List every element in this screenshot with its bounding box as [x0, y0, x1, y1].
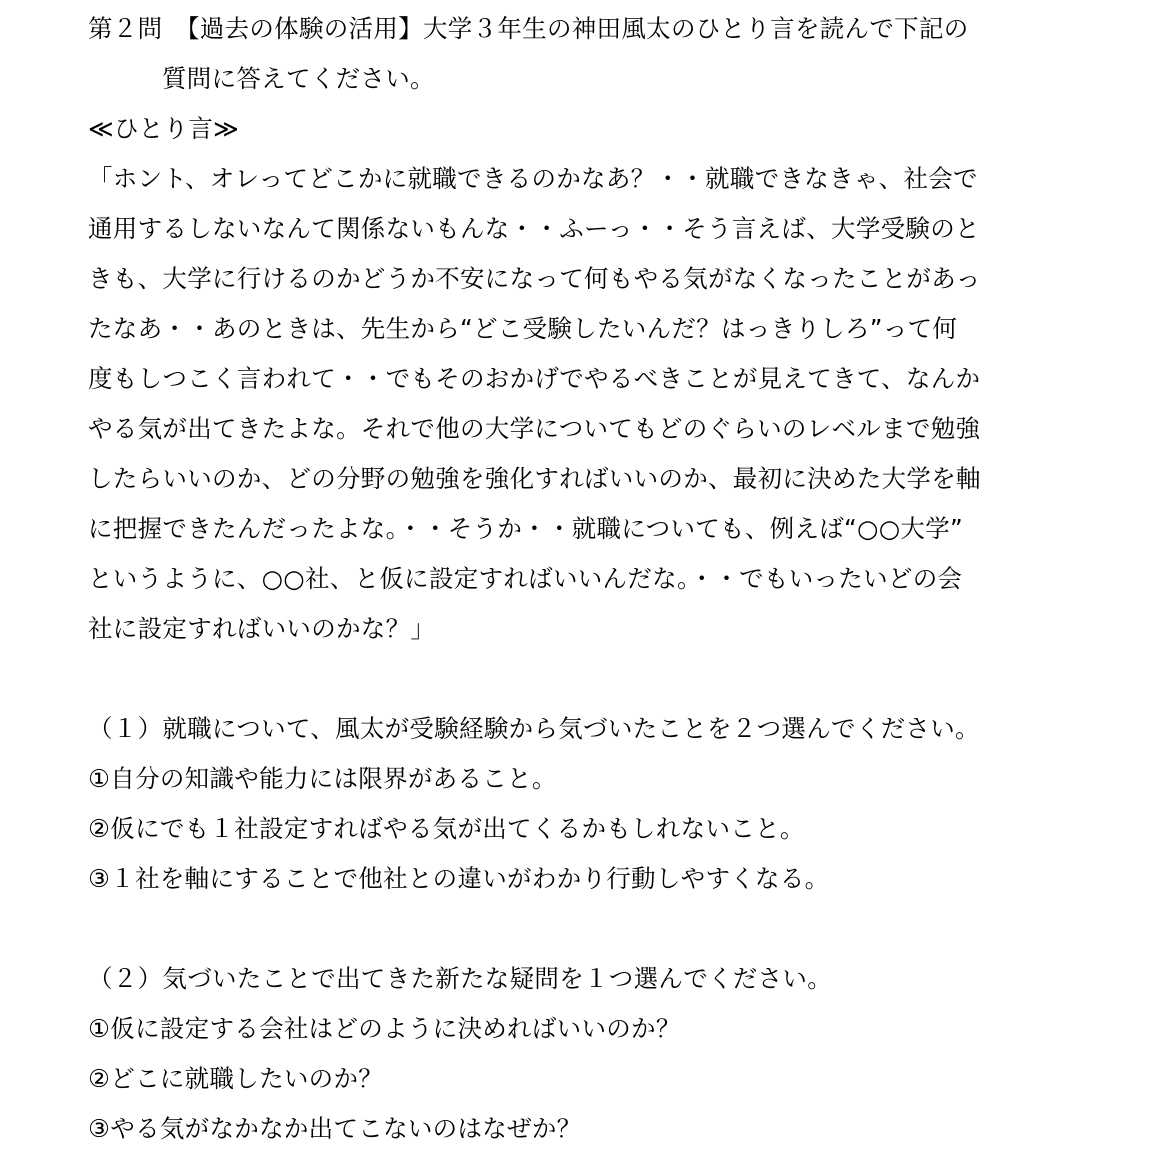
monologue-line: きも、大学に行けるのかどうか不安になって何もやる気がなくなったことがあっ [88, 264, 981, 293]
monologue-line: 度もしつこく言われて・・でもそのおかげでやるべきことが見えてきて、なんか [88, 364, 981, 393]
monologue-line: 社に設定すればいいのかな？」 [88, 614, 436, 643]
question-2-prompt: （２）気づいたことで出てきた新たな疑問を１つ選んでください。 [88, 964, 832, 993]
question-2-option-2: ②どこに就職したいのか？ [88, 1064, 384, 1093]
monologue-line: 「ホント、オレってどこかに就職できるのかなあ？・・就職できなきゃ、社会で [88, 164, 978, 193]
monologue-line: したらいいのか、どの分野の勉強を強化すればいいのか、最初に決めた大学を軸 [88, 464, 981, 493]
monologue-line: 通用するしないなんて関係ないもんな・・ふーっ・・そう言えば、大学受験のと [88, 214, 980, 243]
monologue-line: というように、○○社、と仮に設定すればいいんだな。・・でもいったいどの会 [88, 564, 963, 593]
question-1-option-2: ②仮にでも１社設定すればやる気が出てくるかもしれないこと。 [88, 814, 805, 843]
question-1-prompt: （１）就職について、風太が受験経験から気づいたことを２つ選んでください。 [88, 714, 980, 743]
monologue-line: たなあ・・あのときは、先生から“どこ受験したいんだ？はっきりしろ”って何 [88, 314, 958, 343]
problem-header: 第２問 【過去の体験の活用】大学３年生の神田風太のひとり言を読んで下記の [88, 14, 969, 43]
question-1-option-1: ①自分の知識や能力には限界があること。 [88, 764, 557, 793]
monologue-line: やる気が出てきたよな。それで他の大学についてもどのぐらいのレベルまで勉強 [88, 414, 981, 443]
question-2-option-1: ①仮に設定する会社はどのように決めればいいのか？ [88, 1014, 681, 1043]
problem-header-continuation: 質問に答えてください。 [162, 64, 435, 93]
monologue-line: に把握できたんだったよな。・・そうか・・就職についても、例えば“○○大学” [88, 514, 963, 543]
question-2-option-3: ③やる気がなかなか出てこないのはなぜか？ [88, 1114, 582, 1143]
monologue-heading: ≪ひとり言≫ [88, 114, 240, 143]
question-1-option-3: ③１社を軸にすることで他社との違いがわかり行動しやすくなる。 [88, 864, 830, 893]
